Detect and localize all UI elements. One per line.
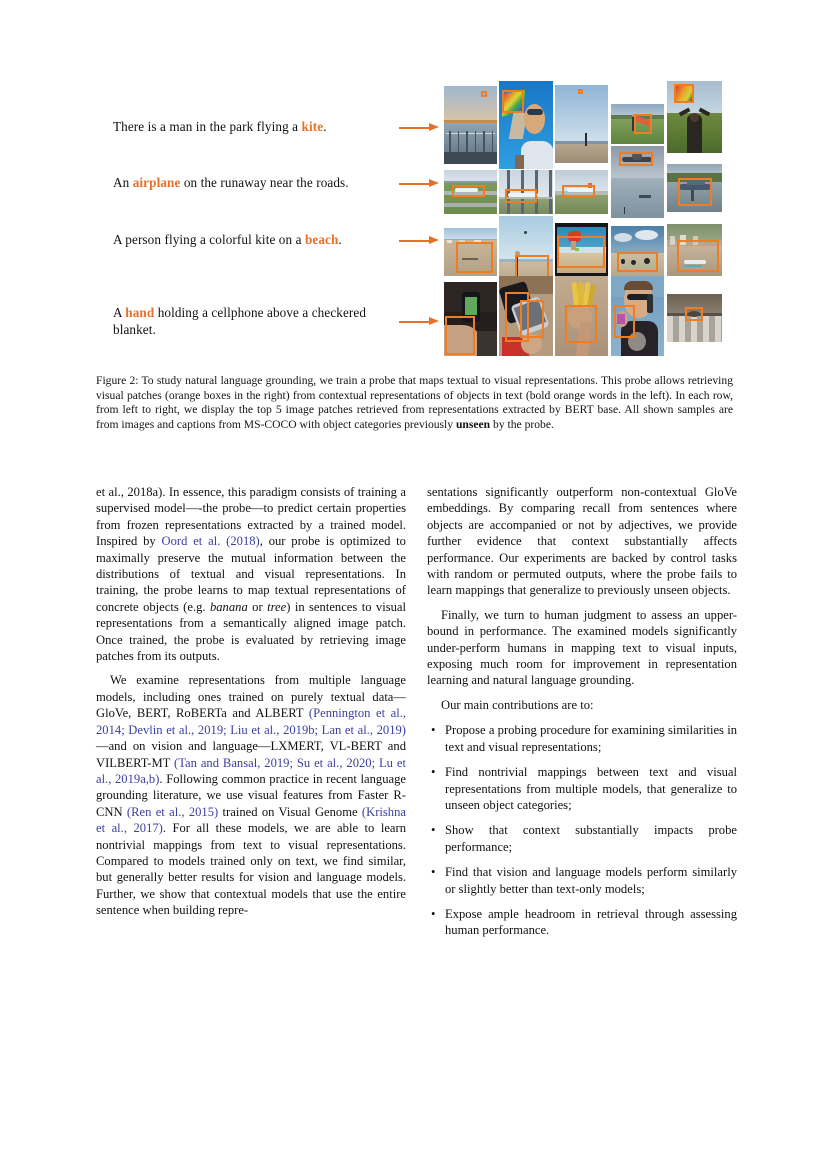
caption-highlight-word: airplane (132, 175, 181, 190)
emphasized-term: banana (209, 599, 248, 614)
figcaption-prefix: Figure 2: To study natural language grounding, we train a probe that maps textual to visual representations. This probe allows retrieving visual patches (orange boxes in the right) from contextual representations of objects in text (bold orange words in the left). In each row, from left to right, we display the top 5 image patches retrieved from representations extracted by BERT base. All shown samples are from images and captions from MS-COCO with object categories previously (96, 374, 733, 431)
patch-checkered-blanket-floor (667, 294, 722, 342)
patch-sandy-beach-crowd (444, 228, 497, 276)
figure-caption-hand (113, 304, 405, 338)
citation-link[interactable]: (Krishna et al., 2017) (96, 804, 406, 836)
patch-hand-holding-two-phones (499, 276, 553, 356)
contribution-item: • Show that context substantially impacts probe performance; (443, 822, 737, 855)
contribution-item: • Find that vision and language models perform similarly or slightly better than text-only models; (443, 864, 737, 897)
paragraph-human-judgment: Finally, we turn to human judgment to assess an upper-bound in performance. The examined models significantly under-perform humans in mapping text to visual inputs, exposing much room for improvement in representation learning and natural language grounding. (427, 607, 737, 688)
patch-rainbow-kite-man-blue-sky (499, 81, 553, 169)
contribution-item: • Propose a probing procedure for examining similarities in text and visual representations; (443, 722, 737, 755)
right-arrow-icon (399, 178, 441, 189)
caption-highlight-word: hand (125, 305, 155, 320)
patch-man-sunglasses-on-phone (611, 276, 664, 356)
caption-highlight-word: beach (304, 232, 339, 247)
figcaption-suffix: by the probe. (490, 417, 554, 431)
body-text: ) in sentences to visual representations from a semantically aligned image patch. Once trained, the probe is evaluated by retrieving image patches from its outputs. (96, 599, 407, 664)
patch-beach-person-sky (555, 85, 608, 163)
body-column-left (96, 484, 406, 919)
caption-text-before: There is a man in the park flying a (113, 119, 302, 134)
right-arrow-icon (399, 235, 441, 246)
patch-crowded-beach-surfboard (667, 224, 722, 276)
paragraph-probing-paradigm (96, 484, 406, 664)
body-text: . For all these models, we are able to learn nontrivial mappings from text to visual representations. Compared to models trained only on text, we find similar, but generally better results for vision and language models. Further, we show that contextual models that use the entire sentence when building repre- (96, 821, 406, 918)
patch-airplane-on-tarmac (555, 170, 608, 214)
caption-text-before: A person flying a colorful kite on a (113, 232, 305, 247)
body-text: et al., 2018a). In essence, this paradigm consists of training a supervised model—-the probe—to predict certain properties from frozen representations extracted by a trained model. Inspired by (96, 485, 406, 549)
retrieved-patch-grid (442, 78, 727, 370)
figure-2 (95, 78, 735, 370)
patch-fence-airplane-taxi (499, 170, 553, 214)
caption-text-before: An (113, 175, 133, 190)
citation-link[interactable]: (Tan and Bansal, 2019; Su et al., 2020; Lu et al., 2019a,b) (96, 755, 406, 786)
body-column-right (427, 484, 737, 948)
patch-airport-runway-planes (444, 170, 497, 214)
caption-text-after: on the runaway near the roads. (180, 175, 349, 190)
figure-caption-beach (113, 231, 405, 248)
patch-lake-fence-sunset (444, 86, 497, 164)
figure-caption-text (96, 374, 733, 432)
right-arrow-icon (399, 316, 441, 327)
patch-hand-holding-camera-phone (444, 282, 497, 356)
body-text: , our probe is optimized to maximally preserve the mutual information between the distributions of textual and visual representations. In training, the probe learns to map textual representations of concrete objects (e.g. (96, 534, 406, 614)
contribution-item: • Expose ample headroom in retrieval through assessing human performance. (443, 906, 737, 939)
citation-link[interactable]: (Ren et al., 2015) (126, 804, 219, 819)
body-text: or (247, 599, 268, 614)
caption-text-after: holding a cellphone above a checkered blanket. (113, 305, 367, 337)
figure-captions-column (95, 78, 405, 370)
right-arrow-icon (399, 122, 441, 133)
contribution-item: • Find nontrivial mappings between text and visual representations from multiple models, that generalize to unseen object categories; (443, 764, 737, 813)
citation-link[interactable]: (Pennington et al., 2014; Devlin et al., 2019; Liu et al., 2019b; Lan et al., 2019) (96, 706, 406, 737)
citation-link[interactable]: Oord et al. (2018) (161, 534, 260, 549)
figure-caption-airplane (113, 174, 405, 191)
patch-vintage-plane-display (667, 164, 722, 212)
caption-highlight-word: kite (301, 119, 324, 134)
patch-birds-on-beach-clouds (611, 226, 664, 276)
body-text: . Following common practice in recent language grounding literature, we use visual features from Faster R-CNN (96, 771, 406, 819)
paragraph-models-examined (96, 672, 406, 918)
body-text: We examine representations from multiple language models, including ones trained on purely textual data—GloVe, BERT, RoBERTa and ALBERT (96, 673, 406, 721)
paragraph-contextual-results: sentations significantly outperform non-contextual GloVe embeddings. By comparing recall from sentences where objects are accompanied or not by adjectives, we provide further evidence that context substantially affects performance. Our experiments are backed by control tasks with random or permuted outputs, where the probe fails to learn mappings that generalize to previously unseen objects. (427, 485, 737, 598)
paragraph-contributions-intro: Our main contributions are to: (441, 697, 594, 712)
contributions-list (427, 722, 737, 938)
patch-field-man-kite (611, 104, 664, 144)
patch-child-red-shirt-shore (555, 223, 608, 279)
patch-hand-with-bananas (555, 276, 608, 356)
caption-text-before: A (113, 305, 126, 320)
emphasized-term: tree (267, 599, 287, 614)
figure-caption-kite (113, 118, 405, 135)
patch-airplane-landing-over-water (611, 146, 664, 218)
caption-text-after: . (323, 119, 327, 134)
figcaption-bold-word: unseen (455, 417, 491, 431)
body-text: —and on vision and language—LXMERT, VL-BERT and VILBERT-MT (96, 739, 406, 770)
caption-text-after: . (338, 232, 342, 247)
body-text: trained on Visual Genome (218, 804, 362, 819)
patch-black-kite-raised-arms (667, 81, 722, 153)
